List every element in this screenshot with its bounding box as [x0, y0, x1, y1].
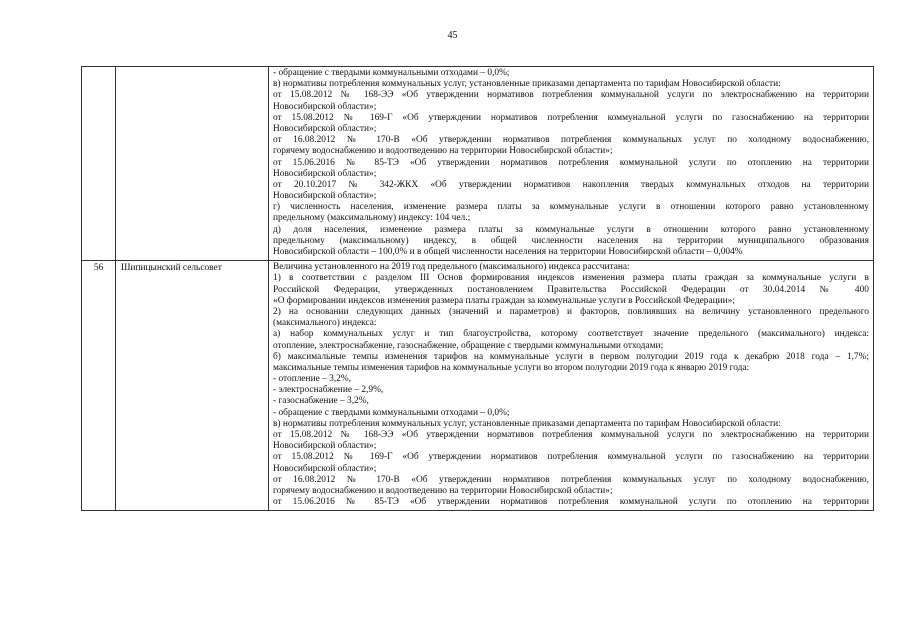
text-line: от 15.08.2012 № 169-Г «Об утверждении нормативов потребления коммунальной услуги по газоснабжению на территории: [273, 452, 869, 463]
text-line: Новосибирской области»;: [273, 463, 377, 474]
table-body: [82, 67, 874, 511]
text-line: предельному (максимальному) индексу: 104 чел.;: [273, 213, 471, 224]
text-line: «О формировании индексов изменения размера платы граждан за коммунальные услуги в Российской Федерации»;: [273, 295, 735, 306]
text-line: горячему водоснабжению и водоотведению на территории Новосибирской области»;: [273, 146, 613, 157]
text-line: - обращение с твердыми коммунальными отходами – 0,0%;: [273, 68, 510, 78]
document-table: [81, 66, 874, 511]
text-line: от 15.08.2012 № 168-ЭЭ «Об утверждении нормативов потребления коммунальной услуги по электроснабжению на территории: [273, 90, 869, 101]
text-line: от 15.08.2012 № 169-Г «Об утверждении нормативов потребления коммунальной услуги по газоснабжению на территории: [273, 112, 869, 123]
text-line: от 16.08.2012 № 170-В «Об утверждении нормативов потребления коммунальных услуг по холодному водоснабжению,: [273, 474, 869, 485]
text-line: - отопление – 3,2%,: [273, 374, 351, 385]
text-line: в) нормативы потребления коммунальных услуг, установленные приказами департамента по тарифам Новосибирской области:: [273, 418, 781, 429]
text-line: 1) в соответствии с разделом III Основ формирования индексов изменения размера платы граждан за коммунальные услуги в: [273, 273, 869, 284]
text-line: отопление, электроснабжение, газоснабжение, обращение с твердыми коммунальными отходами;: [273, 340, 664, 351]
text-line: б) максимальные темпы изменения тарифов на коммунальные услуги в первом полугодии 2019 года к декабрю 2018 года – 1,7%;: [273, 351, 869, 362]
text-line: от 15.06.2016 № 85-ТЭ «Об утверждении нормативов потребления коммунальной услуги по отоплению на территории: [273, 497, 869, 508]
text-line: - обращение с твердыми коммунальными отходами – 0,0%;: [273, 407, 510, 418]
text-line: (максимального) индекса:: [273, 318, 377, 329]
text-line: предельному (максимальному) индексу, в общей численности населения на территории муниципального образования: [273, 235, 869, 246]
text-line: от 20.10.2017 № 342-ЖКХ «Об утверждении нормативов накопления твердых коммунальных отходов на территории: [273, 179, 869, 190]
page-number: 45: [447, 30, 458, 41]
text-line: г) численность населения, изменение размера платы за коммунальные услуги в отношении которого равно установленному: [273, 202, 869, 213]
text-line: Российской Федерации, утвержденных постановлением Правительства Российской Федерации от 30.04.2014 № 400: [273, 284, 869, 295]
text-line: а) набор коммунальных услуг и тип благоустройства, которому соответствует значение предельного (максимального) индекса:: [273, 329, 869, 340]
text-line: Новосибирской области»;: [273, 191, 377, 202]
text-line: от 15.06.2016 № 85-ТЭ «Об утверждении нормативов потребления коммунальной услуги по отоплению на территории: [273, 157, 869, 168]
row-number-cell: [82, 67, 116, 261]
municipality-name-cell: [116, 67, 269, 261]
text-line: Новосибирской области»;: [273, 441, 377, 452]
text-line: - электроснабжение – 2,9%,: [273, 385, 384, 396]
municipality-name-cell: Шипицынский сельсовет: [116, 261, 269, 511]
text-line: Новосибирской области»;: [273, 123, 377, 134]
table-row: [82, 261, 874, 511]
description-cell: [269, 261, 874, 511]
text-line: Новосибирской области»;: [273, 101, 377, 112]
text-line: в) нормативы потребления коммунальных услуг, установленные приказами департамента по тарифам Новосибирской области:: [273, 79, 781, 90]
description-cell: [269, 67, 874, 261]
text-line: - газоснабжение – 3,2%,: [273, 396, 369, 407]
table-row: [82, 67, 874, 261]
text-line: максимальные темпы изменения тарифов на коммунальные услуги во втором полугодии 2019 года к январю 2019 года:: [273, 362, 750, 373]
text-line: 2) на основании следующих данных (значений и параметров) и факторов, повлиявших на величину установленного предельного: [273, 306, 869, 317]
text-line: от 16.08.2012 № 170-В «Об утверждении нормативов потребления коммунальных услуг по холодному водоснабжению,: [273, 135, 869, 146]
text-line: Новосибирской области – 100,0% и в общей численности населения на территории Новосибирской области – 0,004%: [273, 247, 743, 257]
text-line: от 15.08.2012 № 168-ЭЭ «Об утверждении нормативов потребления коммунальной услуги по электроснабжению на территории: [273, 430, 869, 440]
row-number-cell: 56: [82, 261, 116, 511]
text-line: горячему водоснабжению и водоотведению на территории Новосибирской области»;: [273, 485, 613, 496]
text-line: Новосибирской области»;: [273, 168, 377, 179]
text-line: Величина установленного на 2019 год предельного (максимального) индекса рассчитана:: [273, 262, 630, 273]
text-line: д) доля населения, изменение размера платы за коммунальные услуги в отношении которого равно установленному: [273, 224, 869, 235]
